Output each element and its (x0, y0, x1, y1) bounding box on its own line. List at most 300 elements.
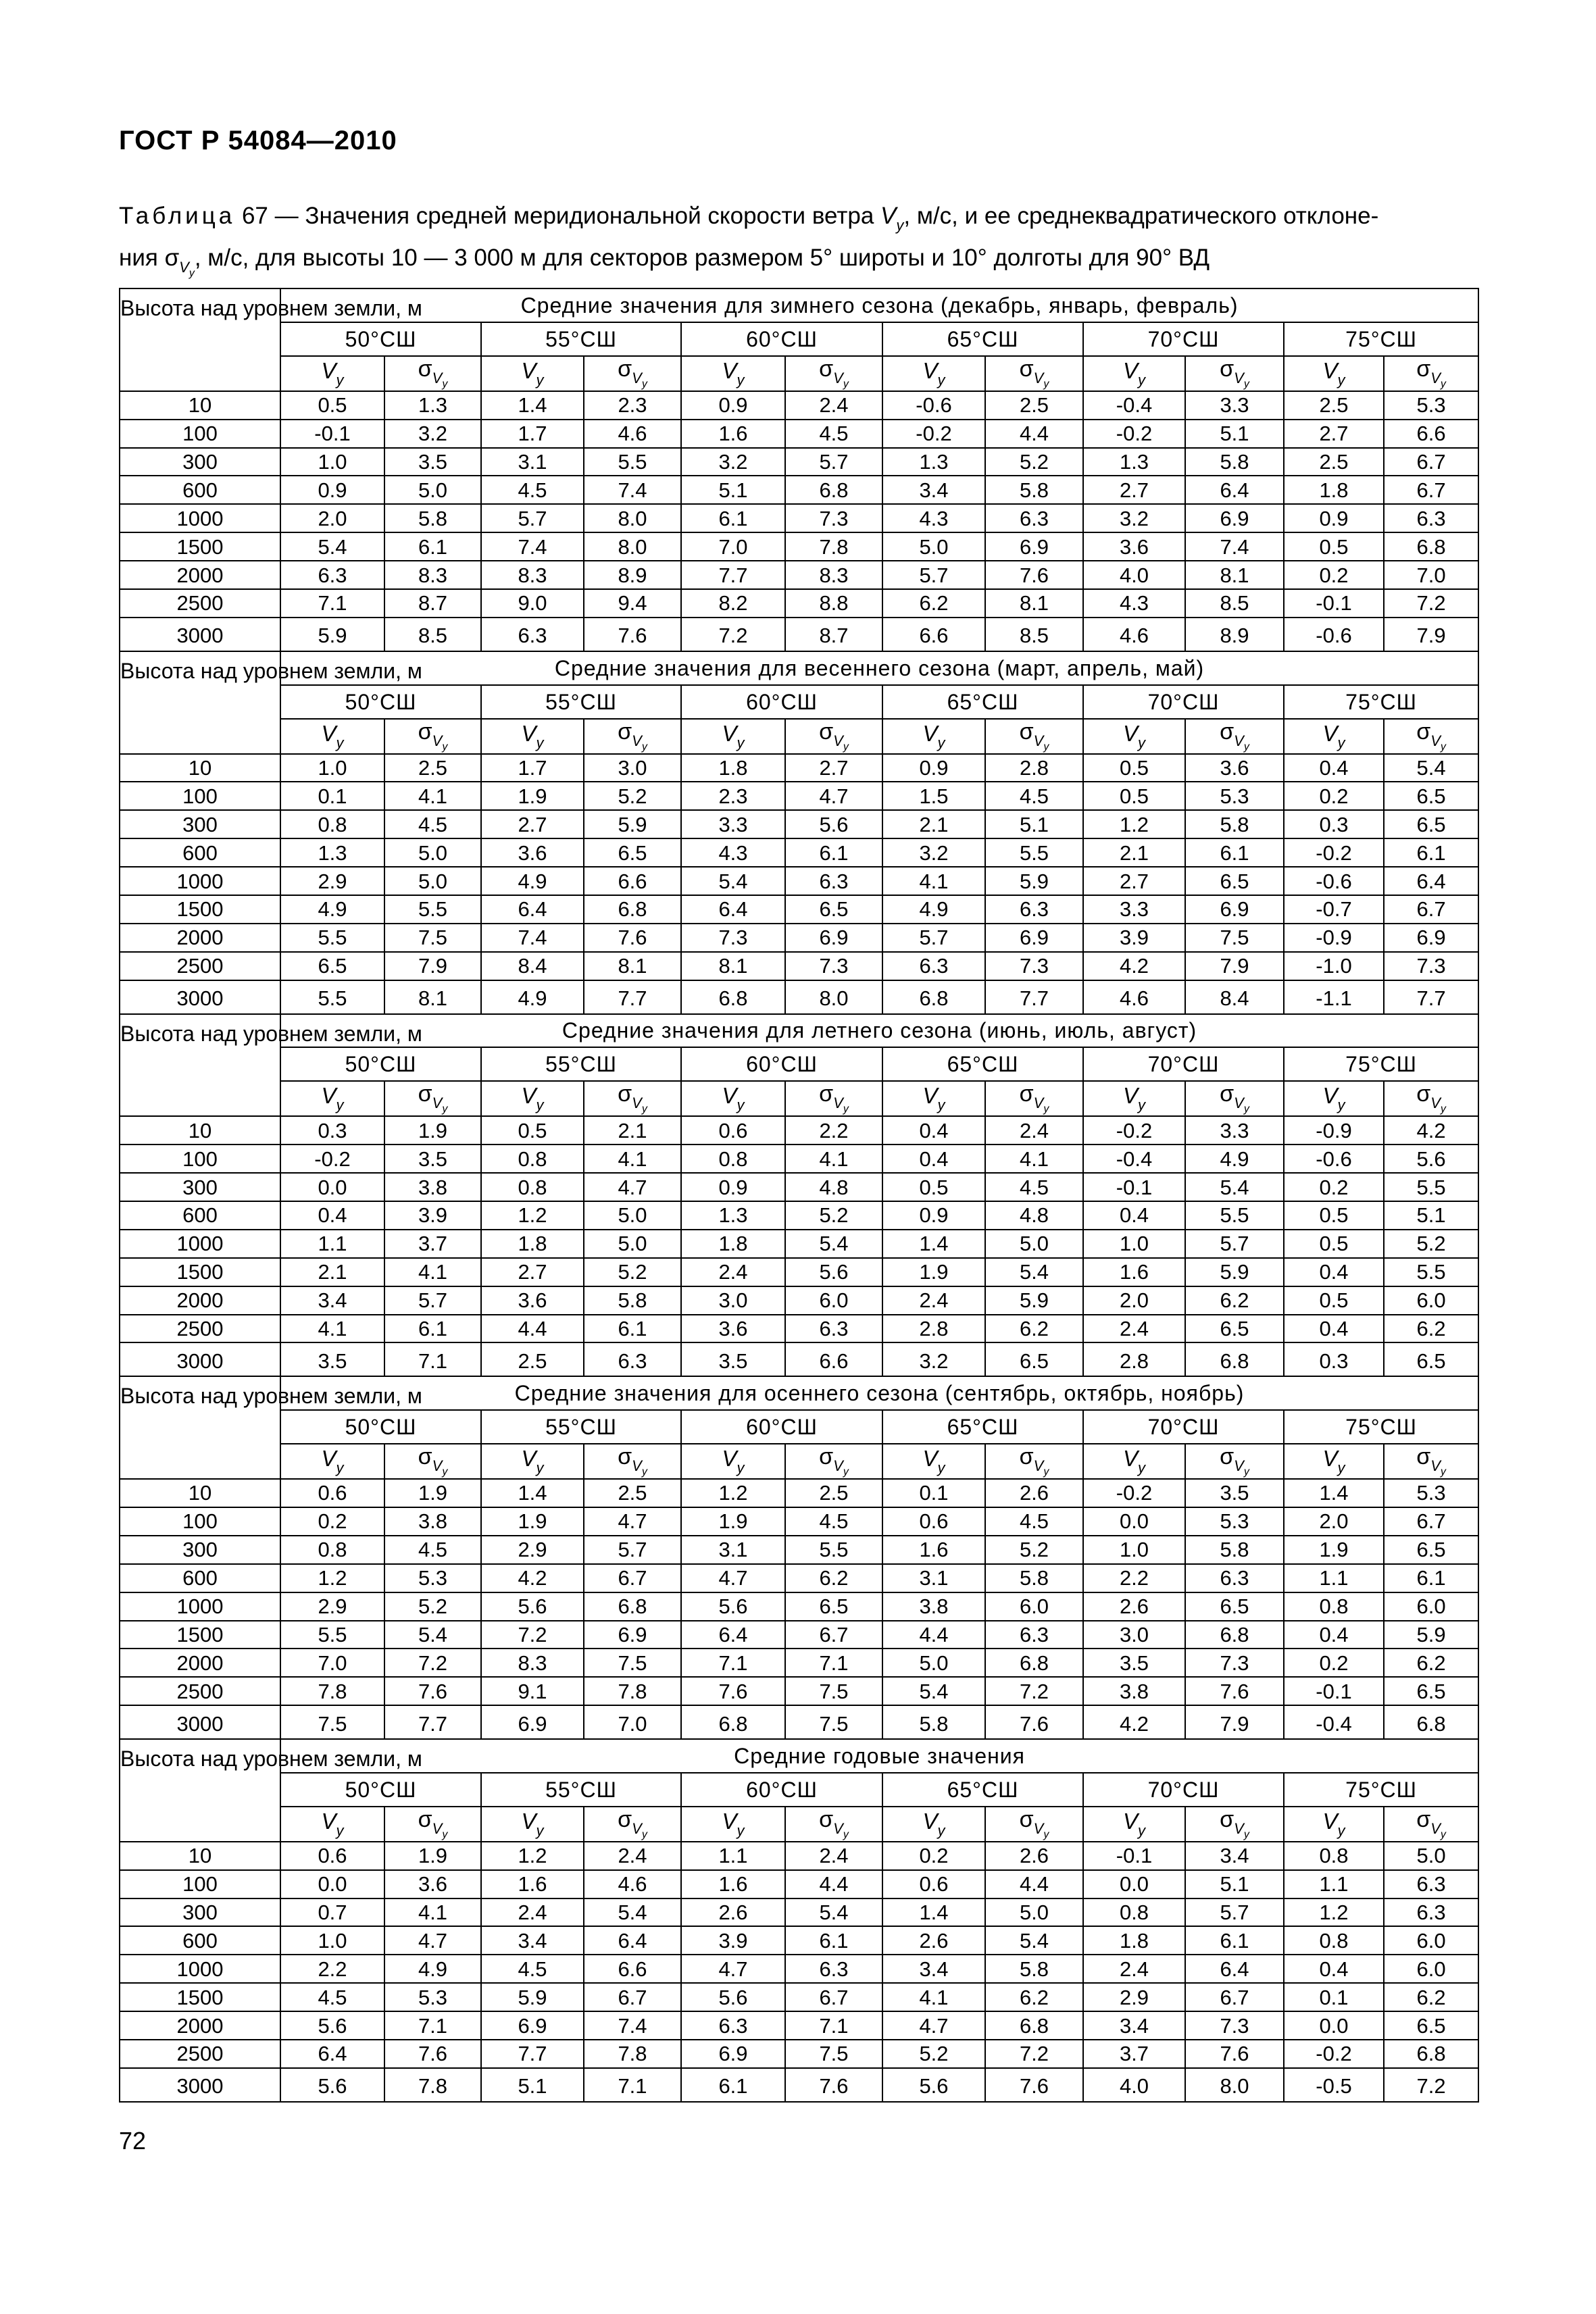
data-cell: 3.7 (384, 1230, 481, 1258)
data-cell: 0.4 (1083, 1201, 1185, 1230)
data-cell: 1.2 (1083, 810, 1185, 838)
data-cell: 6.3 (681, 2011, 785, 2040)
data-cell: 6.1 (785, 1926, 882, 1955)
std-deviation-symbol (584, 1081, 681, 1116)
v-symbol: V (321, 1808, 336, 1834)
data-cell: 7.5 (785, 2040, 882, 2068)
data-cell: 6.1 (1384, 1564, 1478, 1592)
table-row (120, 782, 1478, 810)
latitude-header: 65°СШ (882, 322, 1083, 356)
data-cell: 3.9 (1083, 924, 1185, 952)
data-cell: 7.1 (681, 1649, 785, 1677)
data-cell: 6.5 (1185, 1315, 1284, 1343)
sigma-symbol: σ (819, 1806, 834, 1832)
data-cell: 2.5 (985, 391, 1083, 420)
data-cell: 1.3 (681, 1201, 785, 1230)
height-value-cell: 2000 (120, 1286, 280, 1315)
data-cell: 3.9 (384, 1201, 481, 1230)
std-deviation-symbol (1384, 1807, 1478, 1842)
data-cell: 7.6 (985, 2068, 1083, 2102)
data-cell: 6.6 (584, 1955, 681, 1983)
document-code-header: ГОСТ Р 54084—2010 (119, 126, 397, 155)
height-value-cell: 10 (120, 1479, 280, 1507)
data-cell: 6.5 (985, 1342, 1083, 1376)
data-cell: 7.3 (785, 952, 882, 980)
data-cell: 1.2 (481, 1842, 584, 1870)
v-symbol: V (321, 720, 336, 746)
std-deviation-symbol (384, 1081, 481, 1116)
data-cell: 4.3 (681, 838, 785, 867)
height-value-cell: 2500 (120, 589, 280, 618)
data-cell: 5.6 (785, 1258, 882, 1286)
data-cell: 5.8 (882, 1705, 985, 1739)
data-cell: 1.2 (481, 1201, 584, 1230)
latitude-header: 60°СШ (681, 1410, 882, 1444)
data-cell: 5.6 (280, 2068, 384, 2102)
v-subscript: y (737, 1097, 745, 1114)
data-cell: 2.8 (985, 754, 1083, 782)
table-row (120, 618, 1478, 651)
data-cell: 6.8 (1384, 532, 1478, 561)
data-cell: 4.9 (384, 1955, 481, 1983)
data-cell: 1.9 (481, 782, 584, 810)
data-cell: 5.9 (985, 1286, 1083, 1315)
data-cell: 3.9 (681, 1926, 785, 1955)
data-cell: 0.8 (1083, 1898, 1185, 1927)
data-cell: 3.8 (384, 1507, 481, 1536)
table-row (120, 2011, 1478, 2040)
data-cell: 0.5 (1284, 1201, 1384, 1230)
height-value-cell: 1000 (120, 504, 280, 532)
table-row (120, 810, 1478, 838)
v-subscript: y (1337, 734, 1345, 751)
data-cell: 3.5 (384, 1145, 481, 1173)
sigma-subscript: Vy (632, 369, 647, 390)
data-cell: 7.6 (785, 2068, 882, 2102)
data-cell: 6.3 (280, 561, 384, 589)
data-cell: 7.4 (481, 924, 584, 952)
data-cell: 6.8 (985, 2011, 1083, 2040)
table-row (120, 1705, 1478, 1739)
data-cell: 4.2 (1384, 1116, 1478, 1145)
v-symbol: V (922, 1808, 938, 1834)
data-cell: 1.0 (1083, 1230, 1185, 1258)
data-cell: 4.0 (1083, 561, 1185, 589)
data-cell: 2.6 (882, 1926, 985, 1955)
data-cell: 0.8 (1284, 1926, 1384, 1955)
table-row (120, 1564, 1478, 1592)
mean-speed-symbol (1284, 719, 1384, 754)
caption-sigma-symbol: σ (164, 245, 180, 271)
data-cell: -0.1 (1083, 1173, 1185, 1201)
data-cell: 5.5 (985, 838, 1083, 867)
table-row (120, 1592, 1478, 1621)
data-cell: 2.4 (681, 1258, 785, 1286)
data-cell: 6.0 (1384, 1592, 1478, 1621)
data-cell: 3.5 (1185, 1479, 1284, 1507)
data-cell: 6.7 (584, 1564, 681, 1592)
data-cell: 0.9 (681, 391, 785, 420)
table-row (120, 2040, 1478, 2068)
latitude-header: 60°СШ (681, 1773, 882, 1807)
v-symbol: V (1322, 1808, 1338, 1834)
data-cell: 5.4 (280, 532, 384, 561)
v-subscript: y (536, 371, 544, 388)
sigma-symbol: σ (1416, 1081, 1431, 1107)
data-cell: 6.4 (1185, 476, 1284, 504)
data-cell: -0.9 (1284, 924, 1384, 952)
data-cell: 7.2 (384, 1649, 481, 1677)
data-cell: 5.5 (280, 980, 384, 1014)
table-row (120, 1621, 1478, 1649)
table-row (120, 1286, 1478, 1315)
data-cell: 5.7 (584, 1536, 681, 1564)
data-cell: 9.1 (481, 1677, 584, 1705)
data-cell: 2.7 (481, 810, 584, 838)
height-value-cell: 10 (120, 391, 280, 420)
mean-speed-symbol (1083, 719, 1185, 754)
data-cell: 2.4 (1083, 1955, 1185, 1983)
data-cell: 1.6 (882, 1536, 985, 1564)
data-cell: 6.3 (985, 895, 1083, 924)
data-cell: 4.8 (985, 1201, 1083, 1230)
data-cell: 6.2 (985, 1315, 1083, 1343)
data-cell: 1.0 (1083, 1536, 1185, 1564)
data-cell: 6.2 (1384, 1649, 1478, 1677)
table-row (120, 980, 1478, 1014)
data-cell: 8.0 (1185, 2068, 1284, 2102)
data-cell: 5.2 (985, 448, 1083, 476)
data-cell: 2.2 (280, 1955, 384, 1983)
height-value-cell: 2000 (120, 561, 280, 589)
data-cell: 4.1 (985, 1145, 1083, 1173)
table-row (120, 476, 1478, 504)
data-cell: 1.2 (1284, 1898, 1384, 1927)
v-subscript: y (336, 1821, 344, 1839)
data-cell: 1.4 (882, 1230, 985, 1258)
data-cell: 3.3 (1185, 391, 1284, 420)
season-title: Средние годовые значения (280, 1739, 1478, 1773)
season-title: Средние значения для летнего сезона (июнь, июль, август) (280, 1014, 1478, 1048)
data-cell: 0.4 (1284, 1315, 1384, 1343)
sigma-subscript: Vy (1033, 1095, 1049, 1115)
section-header-row (120, 651, 1478, 685)
data-cell: 6.2 (1185, 1286, 1284, 1315)
data-cell: 4.7 (681, 1955, 785, 1983)
latitude-header-row (120, 322, 1478, 356)
data-cell: 4.4 (985, 1870, 1083, 1898)
data-cell: 8.1 (384, 980, 481, 1014)
data-cell: 2.4 (882, 1286, 985, 1315)
data-cell: -0.4 (1284, 1705, 1384, 1739)
height-value-cell: 2500 (120, 952, 280, 980)
height-value-cell: 3000 (120, 2068, 280, 2102)
sigma-subscript: Vy (432, 1819, 448, 1840)
std-deviation-symbol (584, 719, 681, 754)
data-cell: 6.7 (785, 1621, 882, 1649)
mean-speed-symbol (681, 1807, 785, 1842)
sigma-subscript: Vy (1234, 1457, 1249, 1478)
data-cell: 7.0 (681, 532, 785, 561)
std-deviation-symbol (1384, 1444, 1478, 1479)
v-subscript: y (937, 1097, 945, 1114)
data-cell: 0.6 (681, 1116, 785, 1145)
data-cell: 1.6 (681, 420, 785, 448)
data-cell: 5.1 (1384, 1201, 1478, 1230)
data-cell: 1.8 (681, 754, 785, 782)
table-row (120, 1955, 1478, 1983)
table-row (120, 1649, 1478, 1677)
data-cell: 6.7 (1384, 476, 1478, 504)
data-cell: 0.9 (1284, 504, 1384, 532)
table-caption (119, 200, 1477, 290)
data-cell: 0.5 (280, 391, 384, 420)
data-cell: 4.5 (384, 1536, 481, 1564)
data-cell: 5.5 (785, 1536, 882, 1564)
data-cell: 5.9 (985, 867, 1083, 895)
data-cell: 7.7 (584, 980, 681, 1014)
std-deviation-symbol (1384, 719, 1478, 754)
std-deviation-symbol (985, 1807, 1083, 1842)
data-cell: 4.9 (481, 980, 584, 1014)
caption-table-word: Таблица (119, 203, 236, 229)
data-cell: 4.5 (985, 1173, 1083, 1201)
height-value-cell: 2000 (120, 924, 280, 952)
data-cell: 7.6 (985, 561, 1083, 589)
height-value-cell: 3000 (120, 618, 280, 651)
data-cell: 2.1 (882, 810, 985, 838)
latitude-header: 50°СШ (280, 322, 481, 356)
data-cell: 7.2 (481, 1621, 584, 1649)
data-cell: -0.6 (882, 391, 985, 420)
data-cell: 5.9 (481, 1983, 584, 2011)
symbol-header-row (120, 1081, 1478, 1116)
data-cell: 0.9 (681, 1173, 785, 1201)
data-cell: 1.3 (1083, 448, 1185, 476)
data-cell: 5.4 (785, 1898, 882, 1927)
height-value-cell: 300 (120, 1173, 280, 1201)
data-cell: 6.4 (280, 2040, 384, 2068)
data-cell: 7.6 (1185, 2040, 1284, 2068)
data-cell: 6.5 (1384, 1677, 1478, 1705)
data-cell: 0.6 (280, 1479, 384, 1507)
data-cell: 2.0 (1083, 1286, 1185, 1315)
data-cell: 8.9 (1185, 618, 1284, 651)
data-cell: 5.5 (1384, 1173, 1478, 1201)
v-subscript: y (1138, 371, 1145, 388)
latitude-header: 70°СШ (1083, 1773, 1284, 1807)
table-row (120, 561, 1478, 589)
data-cell: 6.7 (1384, 1507, 1478, 1536)
height-value-cell: 1000 (120, 867, 280, 895)
std-deviation-symbol (985, 1081, 1083, 1116)
std-deviation-symbol (584, 356, 681, 391)
sigma-symbol: σ (1416, 1444, 1431, 1470)
std-deviation-symbol (785, 1444, 882, 1479)
data-cell: 7.4 (584, 476, 681, 504)
data-cell: -0.2 (882, 420, 985, 448)
data-cell: 0.5 (1284, 1230, 1384, 1258)
data-cell: 6.9 (1185, 504, 1284, 532)
data-cell: 4.7 (584, 1507, 681, 1536)
data-cell: 0.9 (882, 754, 985, 782)
data-cell: 6.7 (1384, 448, 1478, 476)
wind-speed-table-container (119, 288, 1478, 2103)
data-cell: 0.4 (1284, 754, 1384, 782)
data-cell: 2.8 (1083, 1342, 1185, 1376)
latitude-header: 75°СШ (1284, 1410, 1478, 1444)
data-cell: 6.3 (785, 1315, 882, 1343)
data-cell: 2.8 (882, 1315, 985, 1343)
sigma-subscript: Vy (1430, 1095, 1446, 1115)
sigma-symbol: σ (618, 1444, 632, 1470)
data-cell: 7.3 (1185, 1649, 1284, 1677)
data-cell: 5.2 (882, 2040, 985, 2068)
data-cell: 9.4 (584, 589, 681, 618)
data-cell: 2.1 (1083, 838, 1185, 867)
data-cell: 5.5 (1185, 1201, 1284, 1230)
data-cell: 0.8 (481, 1145, 584, 1173)
sigma-symbol: σ (618, 355, 632, 382)
data-cell: 3.6 (481, 1286, 584, 1315)
data-cell: -1.1 (1284, 980, 1384, 1014)
data-cell: 6.5 (1384, 2011, 1478, 2040)
std-deviation-symbol (1185, 1081, 1284, 1116)
sigma-subscript: Vy (1430, 369, 1446, 390)
sigma-subscript: Vy (1234, 1095, 1249, 1115)
v-subscript: y (737, 371, 745, 388)
latitude-header: 55°СШ (481, 322, 681, 356)
v-symbol: V (1322, 357, 1338, 383)
latitude-header: 65°СШ (882, 1047, 1083, 1081)
table-row (120, 1116, 1478, 1145)
data-cell: 4.6 (1083, 618, 1185, 651)
data-cell: 6.6 (584, 867, 681, 895)
data-cell: -0.4 (1083, 391, 1185, 420)
data-cell: 5.5 (280, 1621, 384, 1649)
data-cell: -0.5 (1284, 2068, 1384, 2102)
data-cell: 6.5 (785, 1592, 882, 1621)
std-deviation-symbol (384, 1807, 481, 1842)
height-value-cell: 100 (120, 782, 280, 810)
data-cell: 4.5 (785, 1507, 882, 1536)
data-cell: 7.2 (681, 618, 785, 651)
v-subscript: y (737, 1821, 745, 1839)
data-cell: 7.1 (785, 2011, 882, 2040)
v-symbol: V (722, 1083, 737, 1109)
data-cell: 7.6 (681, 1677, 785, 1705)
v-subscript: y (336, 1459, 344, 1477)
data-cell: 0.9 (280, 476, 384, 504)
data-cell: 0.5 (1284, 1286, 1384, 1315)
data-cell: 7.4 (584, 2011, 681, 2040)
mean-speed-symbol (280, 1081, 384, 1116)
data-cell: 5.3 (384, 1564, 481, 1592)
data-cell: 2.0 (280, 504, 384, 532)
height-value-cell: 3000 (120, 980, 280, 1014)
table-row (120, 1898, 1478, 1927)
data-cell: 6.5 (1384, 1536, 1478, 1564)
data-cell: 3.7 (1083, 2040, 1185, 2068)
data-cell: 6.2 (1384, 1315, 1478, 1343)
data-cell: 5.9 (1185, 1258, 1284, 1286)
latitude-header-row (120, 685, 1478, 719)
data-cell: 6.9 (481, 1705, 584, 1739)
std-deviation-symbol (985, 1444, 1083, 1479)
sigma-subscript: Vy (632, 1819, 647, 1840)
sigma-symbol: σ (819, 1081, 834, 1107)
data-cell: 0.8 (280, 1536, 384, 1564)
latitude-header: 50°СШ (280, 1047, 481, 1081)
data-cell: 5.7 (882, 561, 985, 589)
data-cell: 0.6 (882, 1870, 985, 1898)
data-cell: 4.4 (785, 1870, 882, 1898)
table-row (120, 924, 1478, 952)
data-cell: 3.4 (882, 476, 985, 504)
data-cell: -1.0 (1284, 952, 1384, 980)
data-cell: 5.4 (584, 1898, 681, 1927)
data-cell: 7.1 (785, 1649, 882, 1677)
data-cell: 7.6 (584, 618, 681, 651)
data-cell: 3.5 (1083, 1649, 1185, 1677)
table-row (120, 754, 1478, 782)
data-cell: 2.4 (481, 1898, 584, 1927)
data-cell: 1.9 (681, 1507, 785, 1536)
mean-speed-symbol (481, 719, 584, 754)
sigma-subscript: Vy (632, 1457, 647, 1478)
data-cell: 0.2 (882, 1842, 985, 1870)
data-cell: 3.8 (1083, 1677, 1185, 1705)
sigma-subscript: Vy (833, 732, 849, 753)
data-cell: -0.4 (1083, 1145, 1185, 1173)
data-cell: 5.4 (1185, 1173, 1284, 1201)
sigma-symbol: σ (418, 1444, 432, 1470)
data-cell: 2.6 (985, 1842, 1083, 1870)
data-cell: 5.1 (681, 476, 785, 504)
data-cell: 5.6 (681, 1592, 785, 1621)
sigma-symbol: σ (1416, 355, 1431, 382)
data-cell: 6.6 (882, 618, 985, 651)
v-subscript: y (937, 734, 945, 751)
height-value-cell: 3000 (120, 1342, 280, 1376)
page-number: 72 (119, 2127, 147, 2155)
data-cell: 2.5 (1284, 448, 1384, 476)
sigma-subscript: Vy (833, 1457, 849, 1478)
table-row (120, 1342, 1478, 1376)
sigma-subscript: Vy (1430, 1457, 1446, 1478)
data-cell: -0.1 (280, 420, 384, 448)
latitude-header: 75°СШ (1284, 1047, 1478, 1081)
data-cell: 7.7 (384, 1705, 481, 1739)
data-cell: 7.2 (985, 1677, 1083, 1705)
data-cell: 6.0 (785, 1286, 882, 1315)
data-cell: 0.5 (1083, 782, 1185, 810)
data-cell: 5.3 (1384, 391, 1478, 420)
data-cell: 8.0 (584, 532, 681, 561)
data-cell: 6.2 (785, 1564, 882, 1592)
data-cell: 5.2 (985, 1536, 1083, 1564)
data-cell: 6.1 (1185, 838, 1284, 867)
height-header-cell: Высота над уровнем земли, м (120, 288, 280, 391)
data-cell: 1.8 (681, 1230, 785, 1258)
caption-text-3: ния (119, 245, 165, 271)
section-header-row (120, 1014, 1478, 1048)
data-cell: 7.7 (1384, 980, 1478, 1014)
table-row (120, 1536, 1478, 1564)
data-cell: 2.5 (1284, 391, 1384, 420)
data-cell: 5.8 (985, 476, 1083, 504)
height-value-cell: 600 (120, 1201, 280, 1230)
